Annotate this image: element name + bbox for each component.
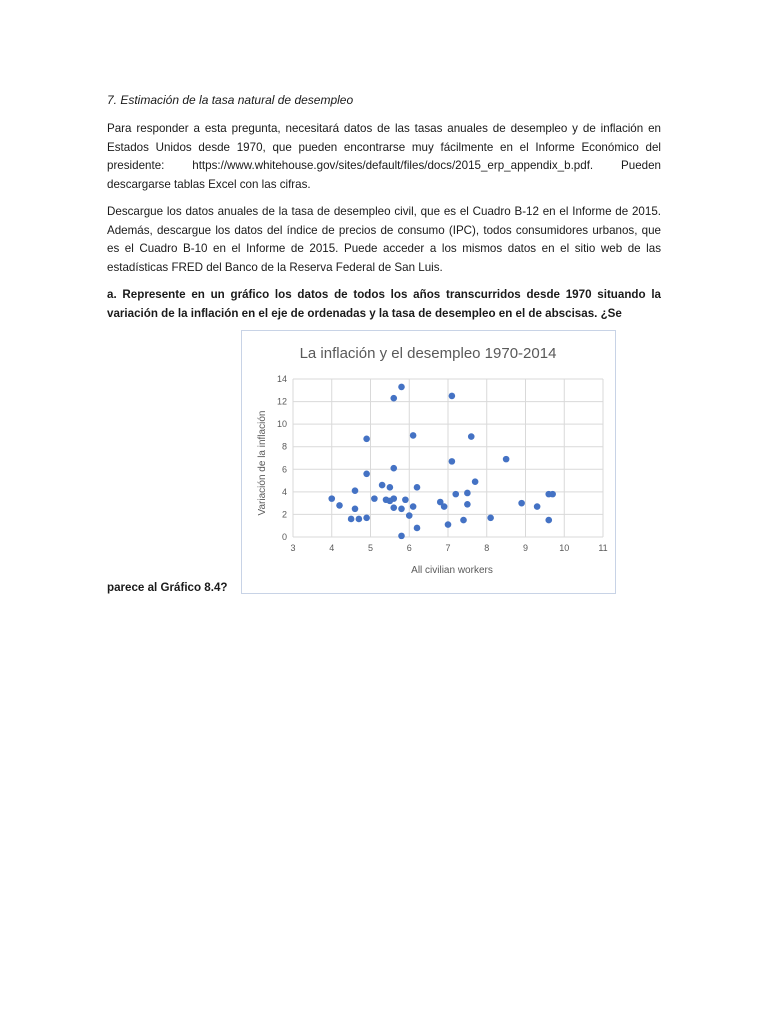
y-tick-label: 12 [276, 396, 287, 407]
data-point [449, 393, 456, 400]
x-tick-label: 8 [484, 543, 490, 553]
y-tick-label: 2 [281, 509, 287, 520]
data-point [356, 516, 363, 523]
y-tick-label: 14 [276, 374, 287, 384]
question-a-end: parece al Gráfico 8.4? [107, 581, 228, 594]
data-point [464, 490, 471, 497]
data-point [449, 458, 456, 465]
x-tick-label: 9 [522, 543, 529, 553]
scatter-chart [241, 330, 616, 594]
data-point [390, 465, 397, 472]
data-points [328, 384, 555, 540]
question-a: a. Represente en un gráfico los datos de todos los años transcurridos desde 1970 situando la variación de la inflación en el eje de ordenadas y la tasa de desempleo en el de abscisas. ¿Se [107, 288, 661, 320]
data-point [549, 491, 556, 498]
y-tick-label: 6 [281, 464, 287, 475]
y-tick-label: 4 [281, 486, 287, 497]
data-point [503, 456, 510, 463]
data-point [410, 432, 417, 439]
data-point [464, 501, 471, 508]
data-point [534, 503, 541, 510]
x-tick-label: 10 [559, 543, 570, 553]
data-point [414, 484, 421, 491]
y-tick-labels [277, 374, 287, 542]
data-point [402, 496, 409, 503]
data-point [545, 517, 552, 524]
paragraph-data-sources: Para responder a esta pregunta, necesitará datos de las tasas anuales de desempleo y de inflación en Estados Unidos desde 1970, que pueden encontrarse muy fácilmente en el Informe Económico del presidente: https://www.whitehouse.gov/sites/default/files/docs/2015_erp_appendix_b.pdf. Pueden descargarse tablas Excel con las cifras. [107, 122, 661, 191]
data-point [336, 502, 343, 509]
x-axis-label: All civilian workers [411, 565, 493, 576]
data-point [460, 517, 467, 524]
data-point [390, 504, 397, 511]
data-point [441, 503, 448, 510]
data-point [414, 525, 421, 532]
data-point [472, 478, 479, 485]
data-point [352, 487, 359, 494]
x-tick-labels [290, 543, 607, 553]
data-point [398, 505, 405, 512]
data-point [452, 491, 459, 498]
data-point [352, 505, 359, 512]
data-point [398, 533, 405, 540]
data-point [398, 384, 405, 391]
data-point [379, 482, 386, 489]
data-point [363, 515, 370, 522]
data-point [390, 495, 397, 502]
data-point [406, 512, 413, 519]
x-tick-label: 11 [598, 543, 608, 553]
data-point [468, 433, 475, 440]
data-point [445, 521, 452, 528]
data-point [387, 484, 394, 491]
y-tick-label: 0 [281, 532, 287, 542]
data-point [518, 500, 525, 507]
data-point [390, 395, 397, 402]
data-point [328, 495, 335, 502]
data-point [363, 436, 370, 443]
data-point [410, 503, 417, 510]
x-tick-label: 6 [406, 543, 412, 553]
document-body [107, 92, 661, 332]
x-tick-label: 4 [329, 543, 335, 553]
data-point [371, 495, 378, 502]
section-heading: 7. Estimación de la tasa natural de desempleo [107, 93, 354, 107]
x-tick-label: 5 [367, 543, 374, 553]
data-point [348, 516, 355, 523]
y-tick-label: 8 [281, 441, 287, 452]
chart-svg [242, 331, 615, 593]
data-point [363, 471, 370, 478]
y-tick-label: 10 [276, 419, 287, 430]
chart-grid [293, 379, 603, 537]
x-tick-label: 3 [290, 543, 296, 553]
x-tick-label: 7 [445, 543, 451, 553]
chart-title: La inflación y el desempleo 1970-2014 [299, 345, 557, 362]
data-point [487, 515, 494, 522]
paragraph-download-instructions: Descargue los datos anuales de la tasa de desempleo civil, que es el Cuadro B-12 en el Informe de 2015. Además, descargue los datos del índice de precios de consumo (IPC), todos consumidores urbanos, que es el Cuadro B-10 en el Informe de 2015. Puede acceder a los mismos datos en el sitio web de las estadísticas FRED del Banco de la Reserva Federal de San Luis. [107, 205, 661, 274]
y-axis-label: Variación de la inflación [257, 410, 268, 516]
